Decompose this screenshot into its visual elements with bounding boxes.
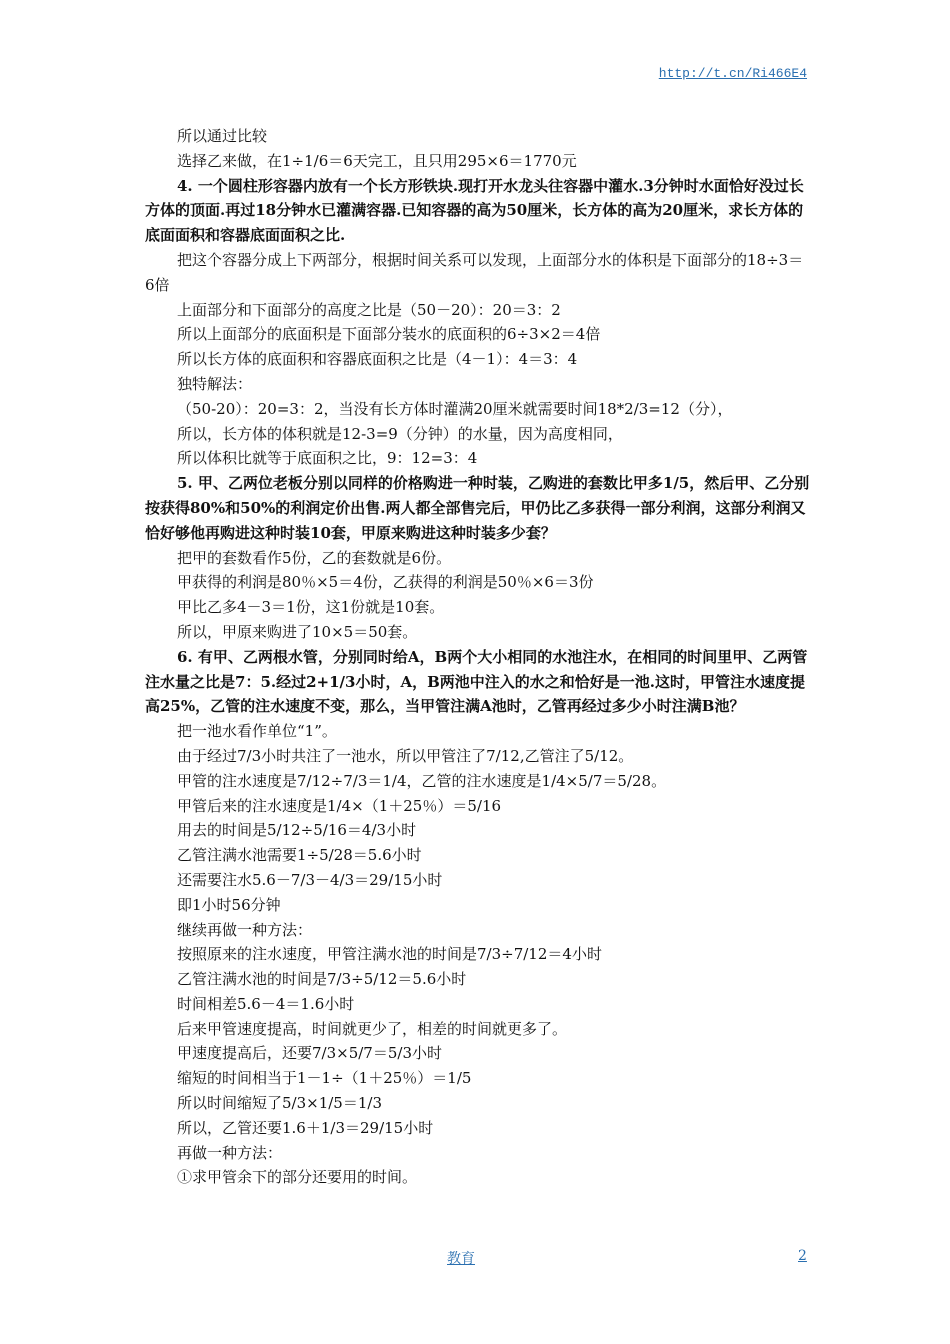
document-body (145, 124, 810, 1190)
question-4: 4. 一个圆柱形容器内放有一个长方形铁块.现打开水龙头往容器中灌水.3分钟时水面恰好没过长方体的顶面.再过18分钟水已灌满容器.已知容器的高为50厘米，长方体的高为20厘米，求长方体的底面面积和容器底面面积之比. (145, 176, 804, 245)
header-link[interactable]: http://t.cn/Ri466E4 (658, 66, 807, 81)
paragraph: 上面部分和下面部分的高度之比是（50－20）：20＝3：2 (177, 300, 561, 319)
paragraph: 所以时间缩短了5/3×1/5＝1/3 (177, 1094, 382, 1113)
paragraph: 甲比乙多4－3＝1份，这1份就是10套。 (177, 598, 445, 617)
page-number[interactable]: 2 (798, 1248, 807, 1264)
question-6: 6. 有甲、乙两根水管，分别同时给A，B两个大小相同的水池注水，在相同的时间里甲、乙两管注水量之比是7：5.经过2+1/3小时，A，B两池中注入的水之和恰好是一池.这时，甲管注水速度提高25%，乙管的注水速度不变，那么，当甲管注满A池时，乙管再经过多少小时注满B池？ (145, 647, 808, 716)
paragraph: 所以通过比较 (177, 127, 268, 145)
paragraph: 选择乙来做，在1÷1/6＝6天完工，且只用295×6＝1770元 (177, 151, 577, 170)
paragraph: ①求甲管余下的部分还要用的时间。 (177, 1168, 418, 1187)
paragraph: 即1小时56分钟 (177, 895, 281, 914)
paragraph: 把这个容器分成上下两部分，根据时间关系可以发现，上面部分水的体积是下面部分的18÷3＝6倍 (145, 250, 804, 294)
paragraph: 所以，乙管还要1.6＋1/3＝29/15小时 (177, 1118, 434, 1137)
paragraph: 独特解法： (177, 374, 253, 393)
paragraph: 乙管注满水池的时间是7/3÷5/12＝5.6小时 (177, 970, 467, 989)
question-5: 5. 甲、乙两位老板分别以同样的价格购进一种时装，乙购进的套数比甲多1/5，然后甲、乙分别按获得80%和50%的利润定价出售.两人都全部售完后，甲仍比乙多获得一部分利润，这部分利润又恰好够他再购进这种时装10套，甲原来购进这种时装多少套？ (145, 474, 810, 542)
paragraph: 由于经过7/3小时共注了一池水，所以甲管注了7/12,乙管注了5/12。 (177, 746, 634, 765)
paragraph: （50-20）：20=3：2，当没有长方体时灌满20厘米就需要时间18*2/3=12（分）， (177, 399, 733, 418)
paragraph: 所以，长方体的体积就是12-3=9（分钟）的水量，因为高度相同， (177, 424, 623, 443)
paragraph: 甲管的注水速度是7/12÷7/3＝1/4，乙管的注水速度是1/4×5/7＝5/28。 (177, 771, 667, 790)
paragraph: 后来甲管速度提高，时间就更少了，相差的时间就更多了。 (177, 1019, 568, 1038)
paragraph: 还需要注水5.6－7/3－4/3＝29/15小时 (177, 870, 443, 889)
paragraph: 再做一种方法： (177, 1143, 283, 1162)
footer-link[interactable]: 教育 (447, 1251, 475, 1267)
paragraph: 所以体积比就等于底面积之比，9：12=3：4 (177, 449, 478, 468)
paragraph: 乙管注满水池需要1÷5/28＝5.6小时 (177, 846, 422, 865)
paragraph: 所以上面部分的底面积是下面部分装水的底面积的6÷3×2＝4倍 (177, 325, 601, 344)
paragraph: 把甲的套数看作5份，乙的套数就是6份。 (177, 548, 452, 567)
paragraph: 甲速度提高后，还要7/3×5/7＝5/3小时 (177, 1044, 442, 1063)
paragraph: 所以，甲原来购进了10×5＝50套。 (177, 622, 418, 641)
paragraph: 缩短的时间相当于1－1÷（1＋25％）＝1/5 (177, 1069, 472, 1088)
paragraph: 把一池水看作单位“1”。 (177, 722, 337, 741)
paragraph: 时间相差5.6－4＝1.6小时 (177, 994, 355, 1013)
paragraph: 按照原来的注水速度，甲管注满水池的时间是7/3÷7/12＝4小时 (177, 945, 602, 964)
paragraph: 用去的时间是5/12÷5/16＝4/3小时 (177, 821, 417, 840)
paragraph: 甲管后来的注水速度是1/4×（1＋25％）＝5/16 (177, 796, 502, 815)
paragraph: 继续再做一种方法： (177, 920, 313, 939)
paragraph: 所以长方体的底面积和容器底面积之比是（4－1）：4＝3：4 (177, 350, 578, 369)
paragraph: 甲获得的利润是80％×5＝4份，乙获得的利润是50％×6＝3份 (177, 573, 594, 592)
